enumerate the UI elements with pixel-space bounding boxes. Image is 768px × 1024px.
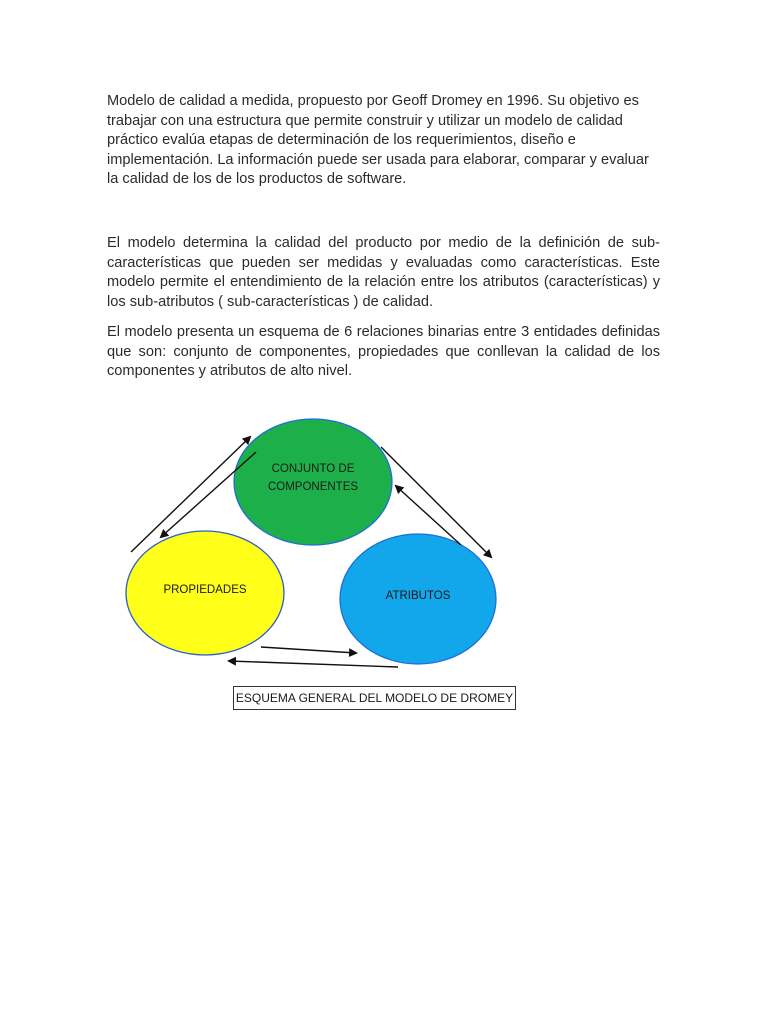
arrow-propiedades-to-atributos: [261, 647, 356, 653]
propiedades-label: PROPIEDADES: [163, 584, 247, 596]
paragraph-subcharacteristics: El modelo determina la calidad del producto por medio de la definición de sub-características que pueden ser medidas y evaluadas como características. Este modelo permite el entendimiento de la relación entre los atributos (características) y los sub-atributos ( sub-características ) de calidad.: [107, 235, 660, 310]
diagram-caption: ESQUEMA GENERAL DEL MODELO DE DROMEY: [233, 686, 516, 710]
componentes-label-line1: CONJUNTO DE: [271, 463, 355, 475]
atributos-label: ATRIBUTOS: [385, 590, 451, 602]
paragraph-relations: El modelo presenta un esquema de 6 relaciones binarias entre 3 entidades definidas que son: conjunto de componentes, propiedades que conllevan la calidad de los componentes y atributos de alto nivel.: [107, 324, 660, 379]
arrow-atributos-to-propiedades: [229, 661, 398, 667]
componentes-label-line2: COMPONENTES: [267, 481, 359, 493]
paragraph-intro: Modelo de calidad a medida, propuesto por Geoff Dromey en 1996. Su objetivo es trabajar con una estructura que permite construir y utilizar un modelo de calidad práctico evalúa etapas de determinación de los requerimientos, diseño e implementación. La información puede ser usada para elaborar, comparar y evaluar la calidad de los de los productos de software.: [107, 93, 649, 187]
